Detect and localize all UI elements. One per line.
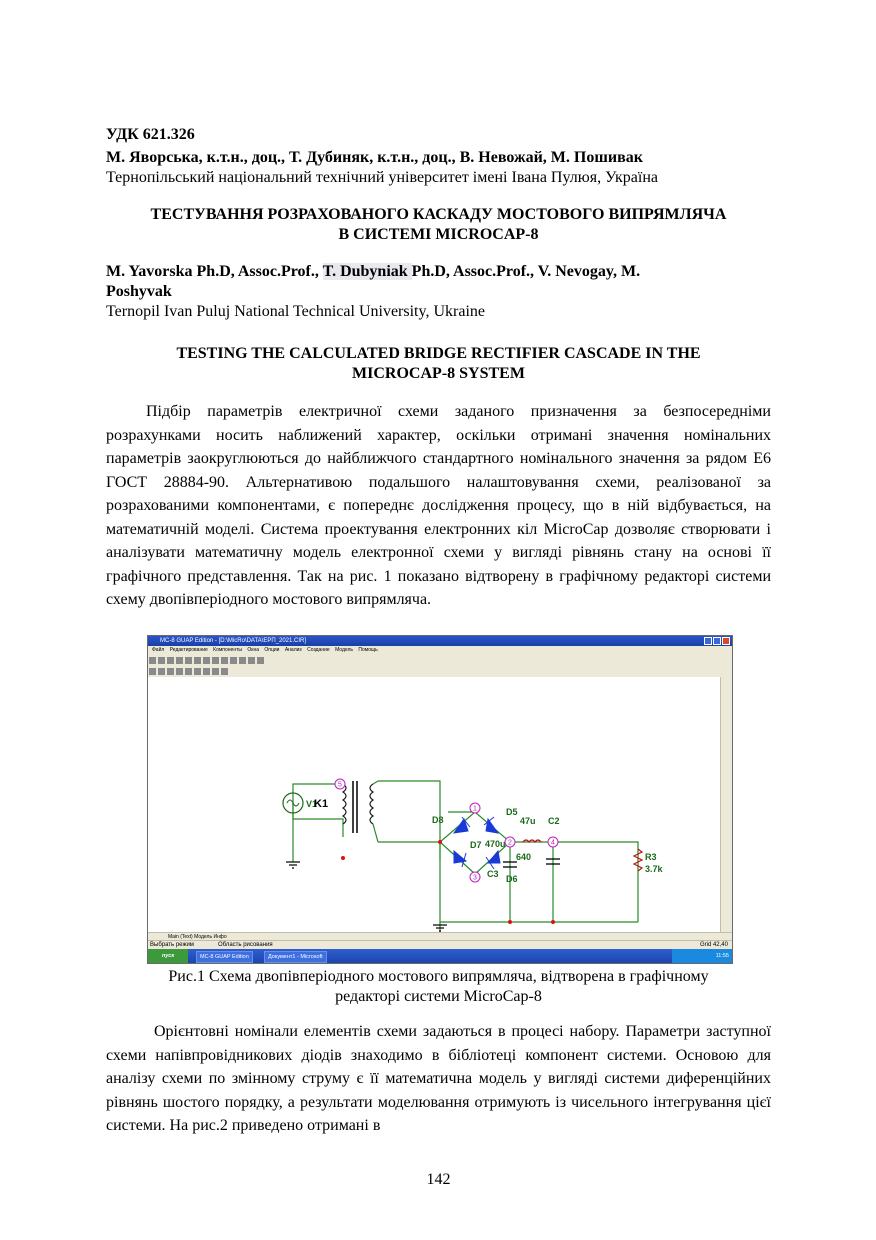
menu-model[interactable]: Модель bbox=[335, 647, 354, 653]
label-c3-value: 470u bbox=[485, 839, 506, 849]
find-icon[interactable] bbox=[212, 668, 219, 675]
label-r3-value: 3.7k bbox=[645, 864, 663, 874]
figure-caption bbox=[106, 967, 771, 1007]
paste-icon[interactable] bbox=[212, 657, 219, 664]
authors-en-part2: Ph.D, Assoc.Prof., V. Nevogay, M. bbox=[411, 263, 641, 280]
vertical-scrollbar[interactable] bbox=[720, 677, 732, 932]
schematic-svg bbox=[148, 677, 721, 932]
schematic-canvas[interactable] bbox=[148, 677, 721, 932]
menu-edit[interactable]: Редактирование bbox=[169, 647, 208, 653]
copy-icon[interactable] bbox=[203, 657, 210, 664]
label-d6: D6 bbox=[506, 874, 518, 884]
capacitors bbox=[503, 859, 560, 867]
caption-line-1: Рис.1 Схема двопівперіодного мостового випрямляча, відтворена в графічному bbox=[168, 968, 709, 985]
window-titlebar bbox=[148, 636, 732, 646]
ground-tool-icon[interactable] bbox=[257, 657, 264, 664]
status-grid: Grid 42,40 bbox=[699, 942, 728, 948]
label-r3: R3 bbox=[645, 852, 657, 862]
microcap-screenshot bbox=[147, 635, 733, 964]
paragraph-2: Орієнтовні номінали елементів схеми задаються в процесі набору. Параметри заступної схеми напівпровідникових діодів знаходимо в бібліотеці компонент системи. Основою для аналізу схеми по змінному струму є її математична модель у вигляді системи диференційних рівнянь шостого порядку, а результати моделювання отримують із чисельного інтегрування цієї системи. На рис.2 приведено отримані в bbox=[106, 1023, 771, 1134]
ground-symbols bbox=[286, 862, 447, 931]
label-c3: C3 bbox=[487, 869, 499, 879]
open-icon[interactable] bbox=[158, 657, 165, 664]
inductor-tool-icon[interactable] bbox=[239, 657, 246, 664]
system-tray bbox=[672, 949, 732, 963]
label-d5: D5 bbox=[506, 807, 518, 817]
affiliation-en: Ternopil Ivan Puluj National Technical University, Ukraine bbox=[106, 303, 485, 320]
caption-line-2: редакторі системи MicroCap-8 bbox=[335, 988, 542, 1005]
title-ua-line-1: ТЕСТУВАННЯ РОЗРАХОВАНОГО КАСКАДУ МОСТОВОГО ВИПРЯМЛЯЧА bbox=[150, 206, 727, 223]
diode-tool-icon[interactable] bbox=[248, 657, 255, 664]
sheet-tabs[interactable]: Main (Text) Модель Инфо bbox=[168, 934, 227, 940]
node-3: 3 bbox=[473, 874, 477, 882]
authors-en bbox=[106, 262, 771, 282]
window-title: MC-8 GUAP Edition - [D:\MicRo\DATA\ЕРП_2021.CIR] bbox=[160, 638, 307, 644]
menu-file[interactable]: Файл bbox=[152, 647, 165, 653]
menu-components[interactable]: Компоненты bbox=[213, 647, 242, 653]
menu-help[interactable]: Помощь bbox=[358, 647, 378, 653]
node-5: 5 bbox=[338, 781, 342, 789]
undo-icon[interactable] bbox=[185, 657, 192, 664]
authors-en-part1: M. Yavorska Ph.D, Assoc.Prof., bbox=[106, 263, 323, 280]
taskbar-item-microcap[interactable]: MC-8 GUAP Edition bbox=[196, 951, 253, 963]
save-icon[interactable] bbox=[167, 657, 174, 664]
title-ua bbox=[106, 205, 771, 245]
print-icon[interactable] bbox=[176, 657, 183, 664]
label-v1: V1 bbox=[306, 799, 318, 809]
select-icon[interactable] bbox=[149, 668, 156, 675]
node-icon[interactable] bbox=[185, 668, 192, 675]
page-number: 142 bbox=[426, 1171, 451, 1188]
menu-windows[interactable]: Окна bbox=[247, 647, 259, 653]
title-en-line-2: MICROCAP-8 SYSTEM bbox=[352, 365, 525, 382]
line-icon[interactable] bbox=[176, 668, 183, 675]
udk-code: УДК 621.326 bbox=[106, 126, 195, 143]
start-button[interactable]: пуск bbox=[148, 949, 188, 963]
cut-icon[interactable] bbox=[194, 657, 201, 664]
status-mode: Выбрать режим bbox=[150, 942, 194, 948]
label-d7: D7 bbox=[470, 840, 482, 850]
menu-analysis[interactable]: Анализ bbox=[284, 647, 302, 653]
authors-ua: М. Яворська, к.т.н., доц., Т. Дубиняк, к.т.н., доц., В. Невожай, М. Пошивак bbox=[106, 149, 643, 166]
node-4: 4 bbox=[551, 839, 555, 847]
title-en bbox=[106, 344, 771, 384]
grid-icon[interactable] bbox=[221, 668, 228, 675]
close-icon[interactable] bbox=[722, 637, 730, 645]
affiliation-ua: Тернопільський національний технічний університет імені Івана Пулюя, Україна bbox=[106, 169, 658, 186]
paragraph-1: Підбір параметрів електричної схеми заданого призначення за безпосередніми розрахунками носить наближений характер, оскільки отримані значення номінальних параметрів заокруглюються до найближчого стандартного номінального значення за рядом E6 ГОСТ 28884-90. Альтернативою подальшого налаштовування схеми, реалізованої за розрахованими компонентами, є попереднє дослідження процесу, що в ній відбувається, на математичній моделі. Система проектування електронних кіл MicroCap дозволяє створювати і аналізувати математичну модель електронної схеми у вигляді рівнянь стану на основі її графічного представлення. Так на рис. 1 показано відтворену в графічному редакторі системи схему двопівперіодного мостового випрямляча. bbox=[106, 403, 771, 608]
transformer-secondary bbox=[370, 784, 373, 824]
title-ua-line-2: В СИСТЕМІ MICROCAP-8 bbox=[338, 226, 539, 243]
zoom-out-icon[interactable] bbox=[203, 668, 210, 675]
maximize-icon[interactable] bbox=[713, 637, 721, 645]
label-inductor-value: 47u bbox=[520, 816, 536, 826]
wire-icon[interactable] bbox=[158, 668, 165, 675]
resistor-tool-icon[interactable] bbox=[221, 657, 228, 664]
node-2: 2 bbox=[508, 839, 512, 847]
windows-taskbar bbox=[148, 949, 732, 963]
title-en-line-1: TESTING THE CALCULATED BRIDGE RECTIFIER CASCADE IN THE bbox=[176, 345, 701, 362]
authors-en-line2: Poshyvak bbox=[106, 283, 172, 300]
node-1: 1 bbox=[473, 805, 477, 813]
minimize-icon[interactable] bbox=[704, 637, 712, 645]
authors-en-highlight: T. Dubyniak bbox=[322, 263, 412, 280]
status-area: Область рисования bbox=[218, 942, 273, 948]
label-c2: C2 bbox=[548, 816, 560, 826]
label-c2-value: 640 bbox=[516, 852, 532, 862]
transformer-primary bbox=[343, 784, 346, 824]
menubar bbox=[148, 646, 732, 655]
new-icon[interactable] bbox=[149, 657, 156, 664]
taskbar-item-word[interactable]: Документ1 - Microsoft bbox=[264, 951, 327, 963]
text-icon[interactable] bbox=[167, 668, 174, 675]
label-k1: K1 bbox=[314, 798, 329, 810]
label-d8: D8 bbox=[432, 815, 444, 825]
menu-create[interactable]: Создание bbox=[307, 647, 330, 653]
capacitor-tool-icon[interactable] bbox=[230, 657, 237, 664]
menu-options[interactable]: Опции bbox=[264, 647, 280, 653]
tray-clock: 11:55 bbox=[715, 953, 729, 959]
zoom-in-icon[interactable] bbox=[194, 668, 201, 675]
